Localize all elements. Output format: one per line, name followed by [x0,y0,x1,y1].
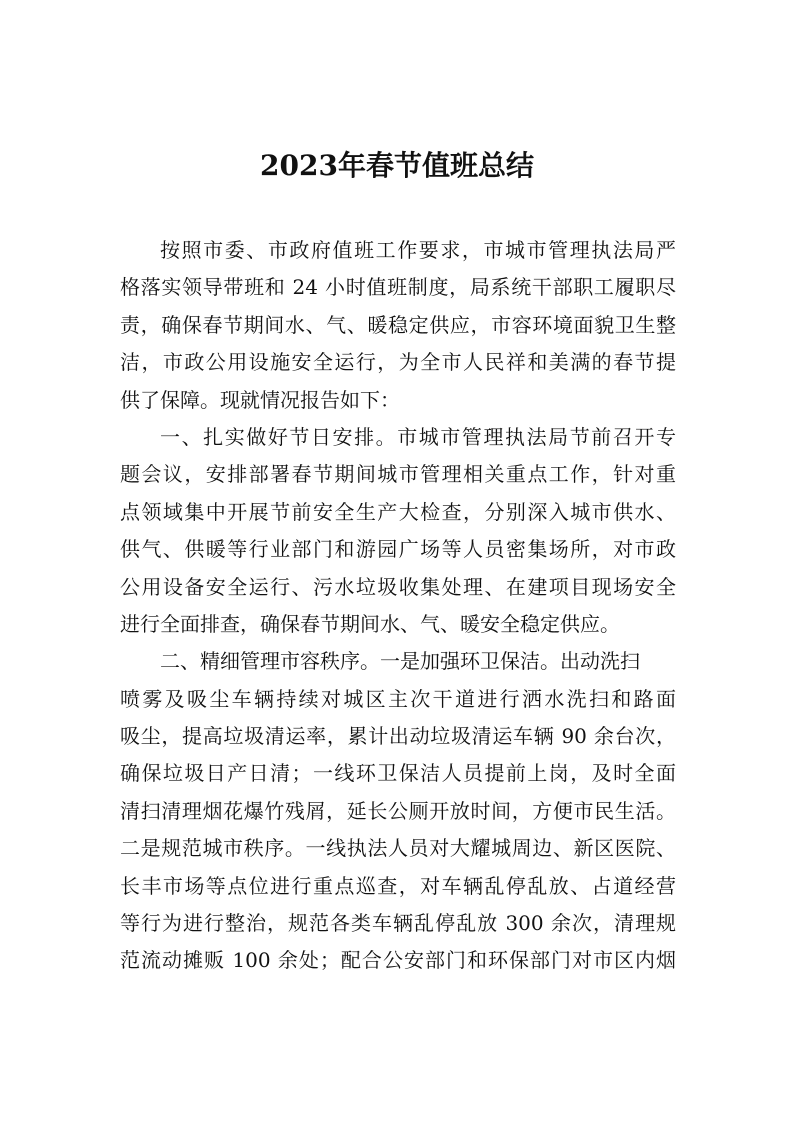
body-line: 范流动摊贩 100 余处；配合公安部门和环保部门对市区内烟 [120,948,676,973]
body-line: 责，确保春节期间水、气、暖稳定供应，市容环境面貌卫生整 [120,312,676,337]
body-line: 公用设备安全运行、污水垃圾收集处理、在建项目现场安全 [120,574,676,599]
body-line: 等行为进行整治，规范各类车辆乱停乱放 300 余次，清理规 [120,911,676,936]
body-line: 喷雾及吸尘车辆持续对城区主次干道进行洒水洗扫和路面 [120,686,676,711]
body-line: 点领域集中开展节前安全生产大检查，分别深入城市供水、 [120,499,676,524]
body-line: 题会议，安排部署春节期间城市管理相关重点工作，针对重 [120,462,676,487]
body-line: 格落实领导带班和 24 小时值班制度，局系统干部职工履职尽 [120,275,676,300]
document-title: 2023年春节值班总结 [260,149,534,182]
document-body [120,232,676,980]
body-line: 供了保障。现就情况报告如下： [120,387,400,412]
body-line: 洁，市政公用设施安全运行，为全市人民祥和美满的春节提 [120,350,676,375]
body-line: 进行全面排查，确保春节期间水、气、暖安全稳定供应。 [120,611,620,636]
body-line: 确保垃圾日产日清；一线环卫保洁人员提前上岗，及时全面 [120,761,676,786]
body-line: 清扫清理烟花爆竹残屑，延长公厕开放时间，方便市民生活。 [120,798,676,823]
body-line: 二是规范城市秩序。一线执法人员对大耀城周边、新区医院、 [120,836,676,861]
body-line: 二、精细管理市容秩序。一是加强环卫保洁。出动洗扫 [160,649,640,674]
body-line: 一、扎实做好节日安排。市城市管理执法局节前召开专 [160,424,676,449]
body-line: 长丰市场等点位进行重点巡查，对车辆乱停乱放、占道经营 [120,873,676,898]
body-line: 供气、供暖等行业部门和游园广场等人员密集场所，对市政 [120,537,676,562]
body-line: 按照市委、市政府值班工作要求，市城市管理执法局严 [160,238,676,262]
body-line: 吸尘，提高垃圾清运率，累计出动垃圾清运车辆 90 余台次， [120,724,676,749]
